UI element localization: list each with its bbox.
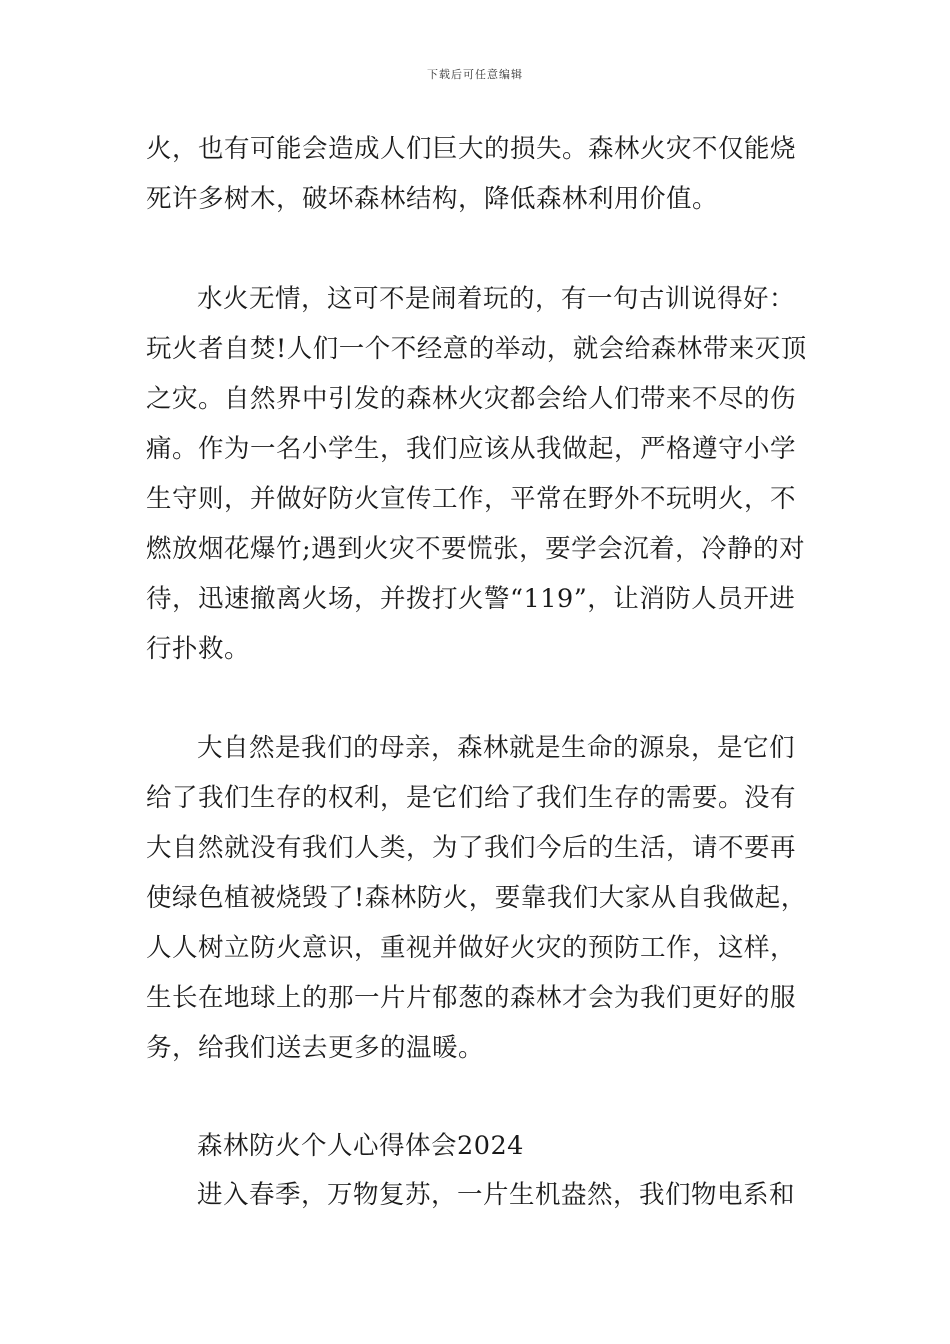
text-line: 大自然就没有我们人类，为了我们今后的生活，请不要再 xyxy=(146,833,797,863)
text-line: 务，给我们送去更多的温暖。 xyxy=(146,1033,485,1063)
text-line: 给了我们生存的权利，是它们给了我们生存的需要。没有 xyxy=(146,783,797,813)
text-line: 燃放烟花爆竹;遇到火灾不要慌张，要学会沉着，冷静的对 xyxy=(146,534,806,564)
page-header: 下载后可任意编辑 xyxy=(427,68,523,81)
text-line: 生长在地球上的那一片片郁葱的森林才会为我们更好的服 xyxy=(146,983,797,1013)
section-title: 森林防火个人心得体会2024 xyxy=(197,1131,524,1161)
text-line: 痛。作为一名小学生，我们应该从我做起，严格遵守小学 xyxy=(146,434,797,464)
text-line: 火，也有可能会造成人们巨大的损失。森林火灾不仅能烧 xyxy=(146,134,797,164)
text-line: 玩火者自焚!人们一个不经意的举动，就会给森林带来灭顶 xyxy=(146,334,807,364)
text-line: 进入春季，万物复苏，一片生机盎然，我们物电系和 xyxy=(197,1180,796,1210)
text-line: 使绿色植被烧毁了!森林防火，要靠我们大家从自我做起， xyxy=(146,883,807,913)
text-line: 之灾。自然界中引发的森林火灾都会给人们带来不尽的伤 xyxy=(146,384,797,414)
text-line: 死许多树木，破坏森林结构，降低森林利用价值。 xyxy=(146,184,719,214)
text-line: 行扑救。 xyxy=(146,634,251,664)
text-line: 生守则，并做好防火宣传工作，平常在野外不玩明火，不 xyxy=(146,484,797,514)
text-line: 待，迅速撤离火场，并拨打火警“119”，让消防人员开进 xyxy=(146,584,796,614)
text-line: 人人树立防火意识，重视并做好火灾的预防工作，这样， xyxy=(146,933,797,963)
text-line: 水火无情，这可不是闹着玩的，有一句古训说得好： xyxy=(197,284,796,314)
text-line: 大自然是我们的母亲，森林就是生命的源泉，是它们 xyxy=(197,733,796,763)
